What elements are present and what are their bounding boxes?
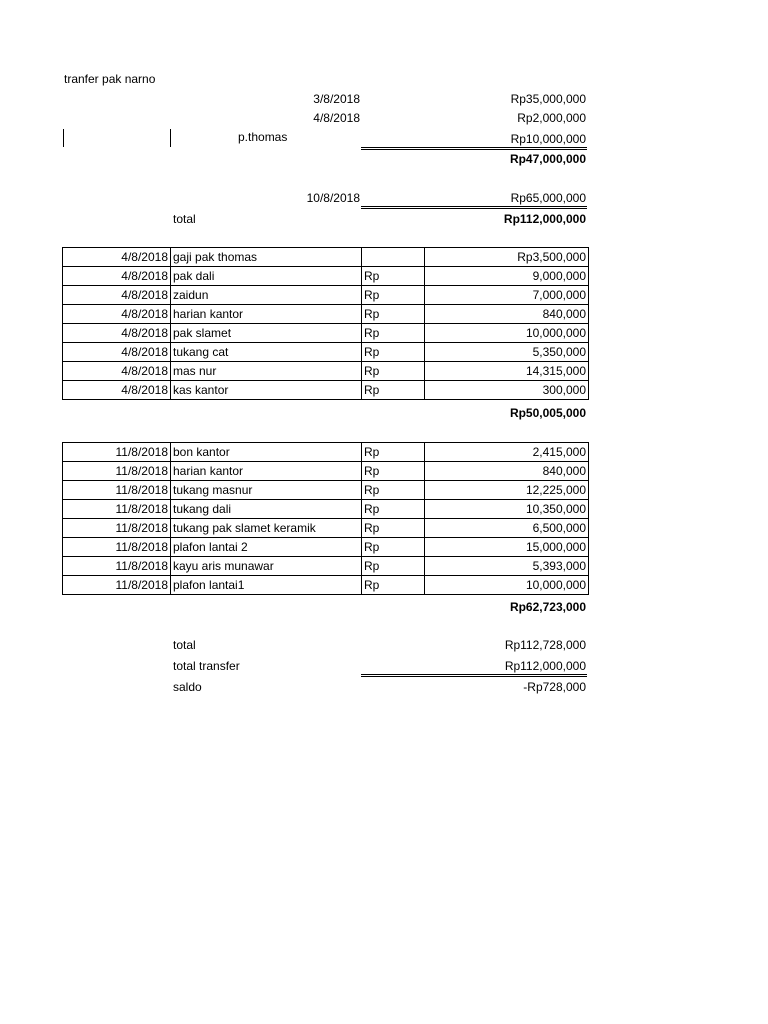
row-amount: 7,000,000	[425, 286, 589, 305]
row-date: 4/8/2018	[63, 343, 171, 362]
row-currency: Rp	[362, 576, 425, 595]
row-amount: 2,415,000	[425, 443, 589, 462]
table-row	[63, 538, 589, 557]
table-row	[63, 557, 589, 576]
summary-total-amount: Rp112,728,000	[504, 638, 586, 652]
table-2-total: Rp62,723,000	[509, 600, 586, 614]
row-amount: 5,350,000	[425, 343, 589, 362]
table-row	[63, 381, 589, 400]
row-currency: Rp	[362, 343, 425, 362]
row-date: 4/8/2018	[63, 248, 171, 267]
row-description: kas kantor	[171, 381, 362, 400]
row-currency: Rp	[362, 286, 425, 305]
expense-table-2	[62, 442, 589, 595]
row-description: kayu aris munawar	[171, 557, 362, 576]
row-date: 11/8/2018	[63, 481, 171, 500]
row-amount: 5,393,000	[425, 557, 589, 576]
row-description: tukang pak slamet keramik	[171, 519, 362, 538]
table-row	[63, 481, 589, 500]
row-description: tukang cat	[171, 343, 362, 362]
table-row	[63, 343, 589, 362]
saldo-label: saldo	[173, 680, 202, 694]
row-currency	[362, 248, 425, 267]
row-date: 11/8/2018	[63, 443, 171, 462]
row-date: 4/8/2018	[63, 324, 171, 343]
transfer-date: 10/8/2018	[306, 191, 360, 205]
row-currency: Rp	[362, 500, 425, 519]
table-row	[63, 286, 589, 305]
summary-total-label: total	[173, 638, 196, 652]
row-date: 4/8/2018	[63, 381, 171, 400]
transfer-amount: Rp10,000,000	[510, 132, 586, 146]
row-currency: Rp	[362, 519, 425, 538]
summary-transfer-amount: Rp112,000,000	[504, 659, 586, 673]
row-description: pak slamet	[171, 324, 362, 343]
row-currency: Rp	[362, 381, 425, 400]
row-amount: 14,315,000	[425, 362, 589, 381]
table-row	[63, 500, 589, 519]
table-row	[63, 362, 589, 381]
row-description: pak dali	[171, 267, 362, 286]
table-row	[63, 576, 589, 595]
saldo-amount: -Rp728,000	[523, 680, 586, 694]
row-amount: 12,225,000	[425, 481, 589, 500]
row-description: tukang masnur	[171, 481, 362, 500]
table-row	[63, 305, 589, 324]
row-date: 4/8/2018	[63, 286, 171, 305]
transfer-date: 4/8/2018	[313, 111, 360, 125]
row-currency: Rp	[362, 481, 425, 500]
row-description: tukang dali	[171, 500, 362, 519]
row-amount: 10,000,000	[425, 324, 589, 343]
transfer-amount: Rp35,000,000	[510, 92, 586, 106]
row-currency: Rp	[362, 362, 425, 381]
row-amount: 300,000	[425, 381, 589, 400]
double-underline	[361, 674, 587, 677]
transfer-subtotal: Rp47,000,000	[509, 152, 586, 166]
table-row	[63, 443, 589, 462]
row-description: bon kantor	[171, 443, 362, 462]
table-row	[63, 267, 589, 286]
table-row	[63, 462, 589, 481]
table-1-total: Rp50,005,000	[509, 406, 586, 420]
row-currency: Rp	[362, 538, 425, 557]
row-date: 4/8/2018	[63, 305, 171, 324]
table-row	[63, 519, 589, 538]
cell-cursor-mark	[63, 129, 64, 147]
row-date: 11/8/2018	[63, 538, 171, 557]
total-label: total	[173, 212, 196, 226]
double-underline	[361, 147, 587, 150]
row-date: 11/8/2018	[63, 557, 171, 576]
row-amount: 9,000,000	[425, 267, 589, 286]
row-amount: 840,000	[425, 462, 589, 481]
transfer-date: 3/8/2018	[313, 92, 360, 106]
row-amount: 10,350,000	[425, 500, 589, 519]
cell-cursor-mark	[170, 129, 171, 147]
summary-transfer-label: total transfer	[173, 659, 240, 673]
row-amount: 15,000,000	[425, 538, 589, 557]
row-amount: 6,500,000	[425, 519, 589, 538]
table-row	[63, 324, 589, 343]
row-amount: Rp3,500,000	[425, 248, 589, 267]
transfer-amount: Rp65,000,000	[510, 191, 586, 205]
row-date: 11/8/2018	[63, 500, 171, 519]
row-description: zaidun	[171, 286, 362, 305]
expense-table-1	[62, 247, 589, 400]
double-underline	[361, 206, 587, 209]
row-description: mas nur	[171, 362, 362, 381]
row-description: harian kantor	[171, 462, 362, 481]
row-currency: Rp	[362, 557, 425, 576]
row-date: 11/8/2018	[63, 462, 171, 481]
row-date: 4/8/2018	[63, 267, 171, 286]
row-currency: Rp	[362, 305, 425, 324]
row-description: plafon lantai1	[171, 576, 362, 595]
row-currency: Rp	[362, 267, 425, 286]
row-date: 11/8/2018	[63, 519, 171, 538]
row-description: gaji pak thomas	[171, 248, 362, 267]
row-currency: Rp	[362, 443, 425, 462]
sheet-title: tranfer pak narno	[64, 72, 156, 86]
row-amount: 10,000,000	[425, 576, 589, 595]
transfer-label: p.thomas	[238, 130, 288, 144]
row-date: 11/8/2018	[63, 576, 171, 595]
table-row	[63, 248, 589, 267]
transfer-total: Rp112,000,000	[503, 212, 586, 226]
row-description: harian kantor	[171, 305, 362, 324]
row-currency: Rp	[362, 462, 425, 481]
row-amount: 840,000	[425, 305, 589, 324]
row-description: plafon lantai 2	[171, 538, 362, 557]
row-currency: Rp	[362, 324, 425, 343]
transfer-amount: Rp2,000,000	[517, 111, 586, 125]
row-date: 4/8/2018	[63, 362, 171, 381]
